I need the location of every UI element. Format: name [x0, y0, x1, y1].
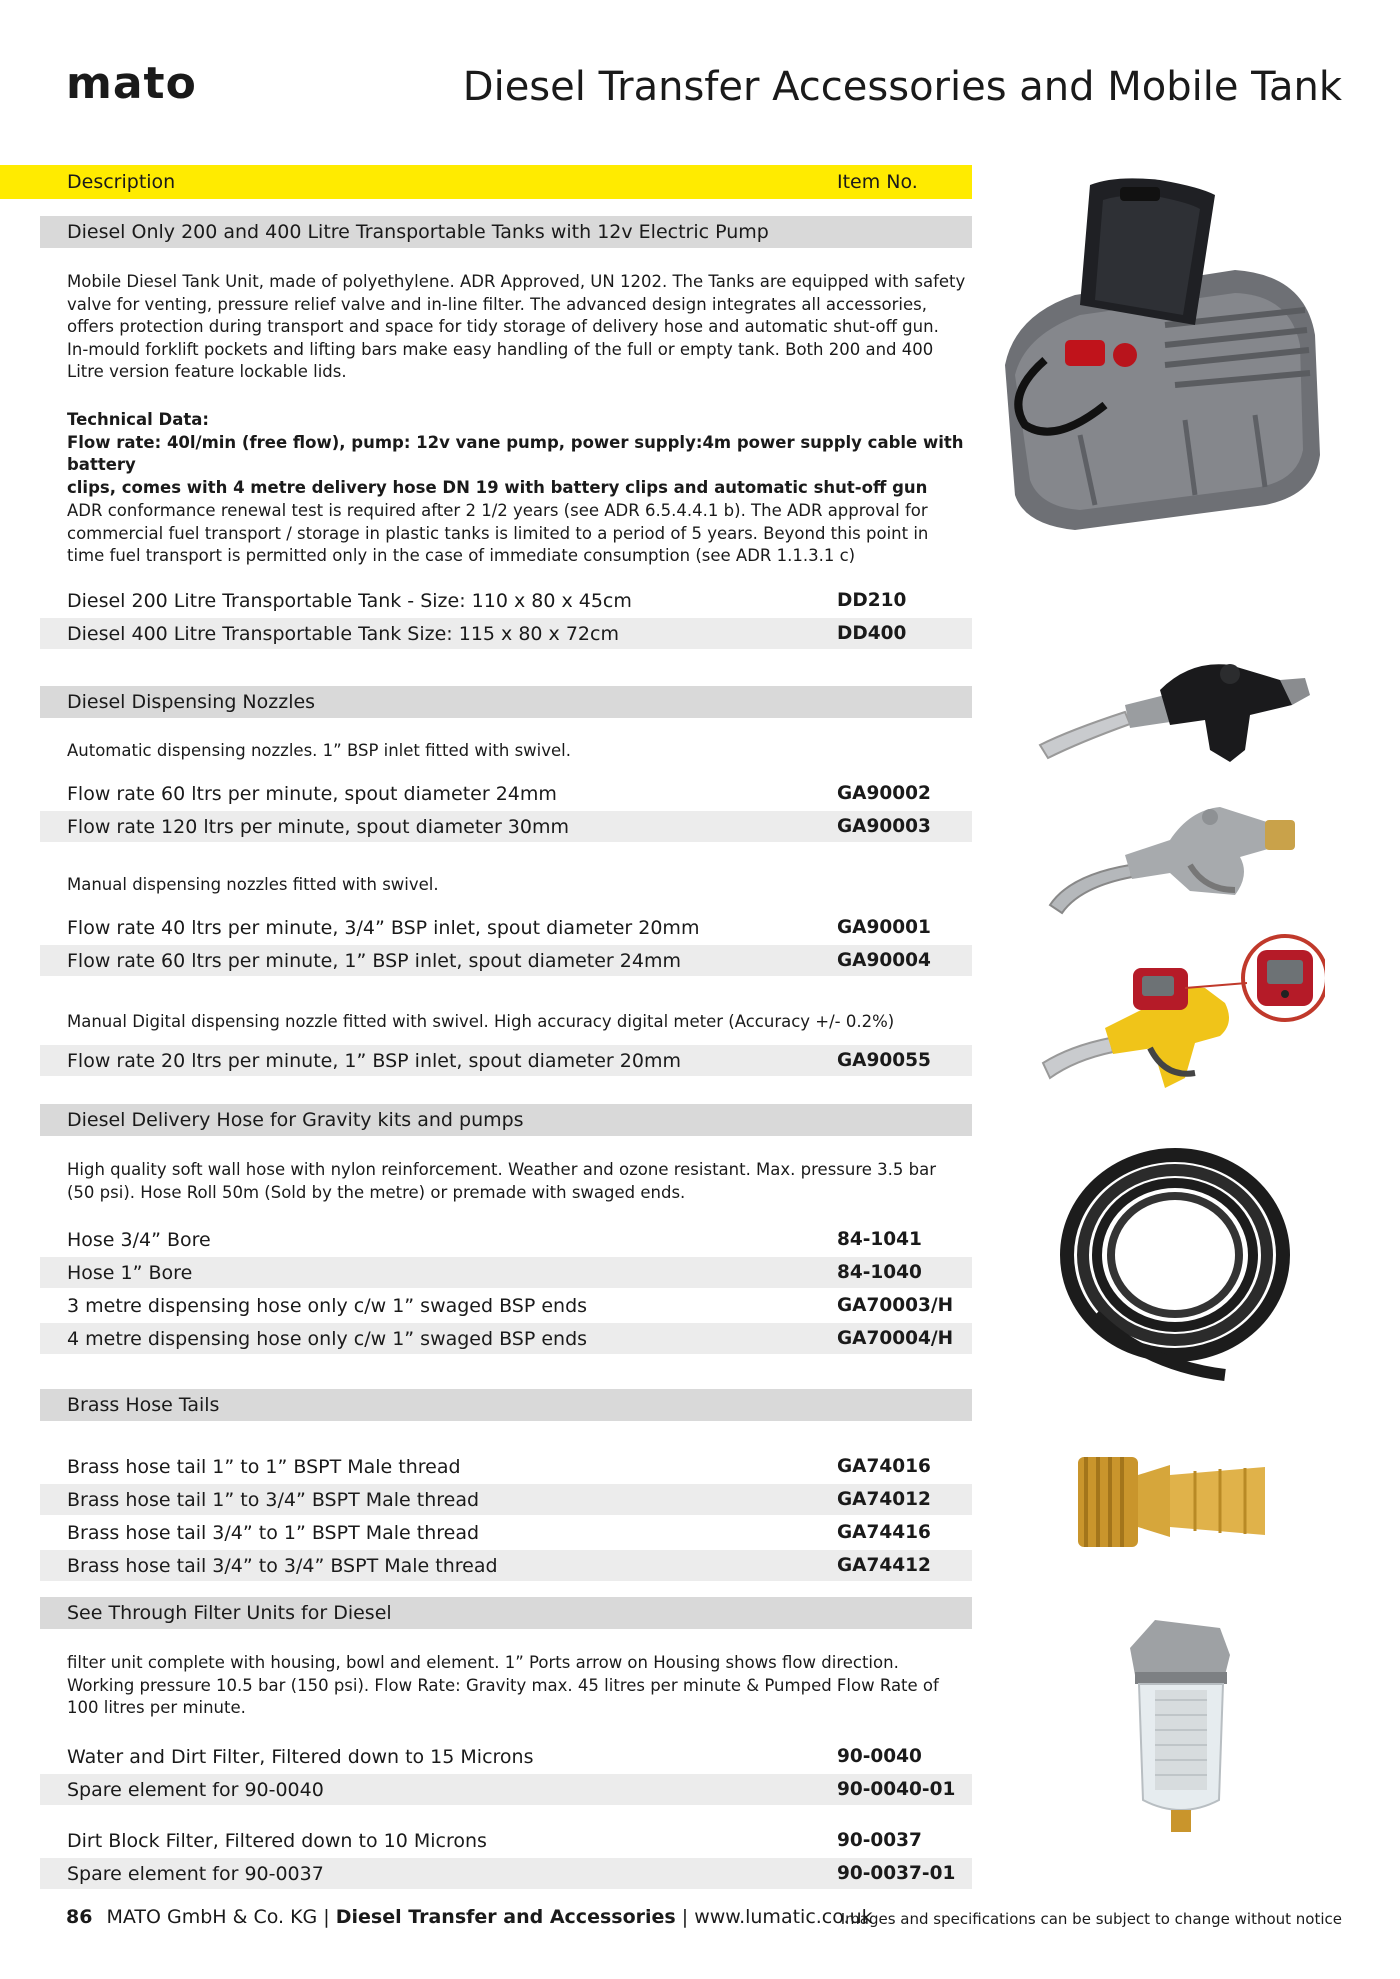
- filter-description: [67, 1652, 972, 1720]
- section-header-tanks: [40, 216, 972, 248]
- row-description: Flow rate 60 ltrs per minute, spout diameter 24mm: [67, 783, 557, 805]
- row-description: Diesel 400 Litre Transportable Tank Size: 115 x 80 x 72cm: [67, 623, 619, 645]
- row-description: Flow rate 20 ltrs per minute, 1” BSP inlet, spout diameter 20mm: [67, 1050, 681, 1072]
- row-item-no: 84-1041: [837, 1229, 922, 1250]
- automatic-nozzle-intro: Automatic dispensing nozzles. 1” BSP inlet fitted with swivel.: [67, 741, 572, 760]
- row-item-no: GA90001: [837, 917, 931, 938]
- table-row: [40, 1825, 972, 1856]
- text-line: Flow rate: 40l/min (free flow), pump: 12v vane pump, power supply:4m power supply cable with battery: [67, 432, 964, 475]
- footer-section: Diesel Transfer and Accessories: [335, 1906, 676, 1928]
- technical-data-label: Technical Data:: [67, 410, 209, 429]
- table-row: [40, 1517, 972, 1548]
- row-description: Water and Dirt Filter, Filtered down to 15 Microns: [67, 1746, 534, 1768]
- table-header: [0, 165, 972, 199]
- row-description: Spare element for 90-0037: [67, 1863, 324, 1885]
- row-item-no: GA74016: [837, 1456, 931, 1477]
- footer: [66, 1906, 873, 1928]
- row-description: Flow rate 120 ltrs per minute, spout diameter 30mm: [67, 816, 569, 838]
- mato-logo: mato: [66, 58, 197, 109]
- row-description: Hose 3/4” Bore: [67, 1229, 211, 1251]
- row-description: Brass hose tail 1” to 3/4” BSPT Male thread: [67, 1489, 480, 1511]
- text-line: time fuel transport is permitted only in the case of immediate consumption (see ADR 1.1.3.1 c): [67, 546, 856, 566]
- text-line: filter unit complete with housing, bowl and element. 1” Ports arrow on Housing shows flow direction.: [67, 1653, 899, 1672]
- section-header-brass: [40, 1389, 972, 1421]
- row-description: Spare element for 90-0040: [67, 1779, 324, 1801]
- table-row: [40, 1774, 972, 1805]
- row-item-no: DD210: [837, 590, 907, 611]
- technical-data: [67, 409, 972, 499]
- row-item-no: 90-0040: [837, 1746, 922, 1767]
- row-item-no: DD400: [837, 623, 907, 644]
- row-description: Brass hose tail 1” to 1” BSPT Male thread: [67, 1456, 461, 1478]
- text-line: Mobile Diesel Tank Unit, made of polyethylene. ADR Approved, UN 1202. The Tanks are equipped with safety: [67, 272, 966, 291]
- text-line: Working pressure 10.5 bar (150 psi). Flow Rate: Gravity max. 45 litres per minute & Pumped Flow Rate of: [67, 1675, 939, 1695]
- item-no-column-header: Item No.: [837, 171, 918, 193]
- manual-nozzle-intro: Manual dispensing nozzles fitted with swivel.: [67, 875, 439, 894]
- table-row: [40, 1224, 972, 1255]
- table-row: [40, 585, 972, 616]
- section-title: Diesel Dispensing Nozzles: [67, 691, 316, 713]
- row-description: 3 metre dispensing hose only c/w 1” swaged BSP ends: [67, 1295, 588, 1317]
- table-row: [40, 1451, 972, 1482]
- footer-disclaimer: Images and specifications can be subject to change without notice: [840, 1910, 1342, 1928]
- text-line: offers protection during transport and space for tidy storage of delivery hose and automatic shut-off gun.: [67, 317, 939, 337]
- manual-nozzle-image: [1040, 795, 1310, 915]
- row-description: Hose 1” Bore: [67, 1262, 193, 1284]
- section-title: Diesel Delivery Hose for Gravity kits and pumps: [67, 1109, 524, 1131]
- row-item-no: GA90004: [837, 950, 931, 971]
- row-item-no: GA74416: [837, 1522, 931, 1543]
- adr-note: [67, 500, 972, 568]
- table-row: [40, 811, 972, 842]
- page-title: Diesel Transfer Accessories and Mobile Tank: [462, 64, 1342, 110]
- section-header-nozzles: [40, 686, 972, 718]
- section-header-hose: [40, 1104, 972, 1136]
- row-item-no: GA90055: [837, 1050, 931, 1071]
- table-row: [40, 1323, 972, 1354]
- section-header-filter: [40, 1597, 972, 1629]
- table-row: [40, 1045, 972, 1076]
- table-row: [40, 945, 972, 976]
- table-row: [40, 1484, 972, 1515]
- row-item-no: 90-0040-01: [837, 1779, 956, 1800]
- row-description: Dirt Block Filter, Filtered down to 10 Microns: [67, 1830, 487, 1852]
- footer-website: | www.lumatic.co.uk: [675, 1906, 873, 1928]
- row-item-no: 90-0037-01: [837, 1863, 956, 1884]
- row-description: Flow rate 40 ltrs per minute, 3/4” BSP inlet, spout diameter 20mm: [67, 917, 700, 939]
- hose-description: [67, 1159, 972, 1204]
- row-item-no: GA70004/H: [837, 1328, 954, 1349]
- text-line: clips, comes with 4 metre delivery hose DN 19 with battery clips and automatic shut-off gun: [67, 477, 928, 497]
- text-line: In-mould forklift pockets and lifting bars make easy handling of the full or empty tank. Both 200 and 400: [67, 339, 934, 359]
- footer-company: MATO GmbH & Co. KG |: [106, 1906, 336, 1928]
- table-row: [40, 778, 972, 809]
- filter-unit-image: [1125, 1620, 1235, 1840]
- table-row: [40, 1858, 972, 1889]
- table-row: [40, 1741, 972, 1772]
- tank-description: [67, 271, 972, 384]
- table-row: [40, 618, 972, 649]
- section-title: Brass Hose Tails: [67, 1394, 220, 1416]
- row-description: Brass hose tail 3/4” to 1” BSPT Male thread: [67, 1522, 480, 1544]
- text-line: 100 litres per minute.: [67, 1698, 246, 1718]
- hose-coil-image: [1055, 1135, 1295, 1385]
- table-row: [40, 1290, 972, 1321]
- table-row: [40, 912, 972, 943]
- section-title: See Through Filter Units for Diesel: [67, 1602, 392, 1624]
- automatic-nozzle-image: [1030, 650, 1320, 770]
- table-row: [40, 1550, 972, 1581]
- brass-hose-tail-image: [1070, 1435, 1275, 1565]
- row-description: Flow rate 60 ltrs per minute, 1” BSP inlet, spout diameter 24mm: [67, 950, 681, 972]
- row-item-no: 90-0037: [837, 1830, 922, 1851]
- text-line: ADR conformance renewal test is required after 2 1/2 years (see ADR 6.5.4.4.1 b). The ADR approval for: [67, 501, 928, 520]
- row-item-no: GA74412: [837, 1555, 931, 1576]
- row-item-no: GA90002: [837, 783, 931, 804]
- digital-nozzle-intro: Manual Digital dispensing nozzle fitted with swivel. High accuracy digital meter (Accuracy +/- 0.2%): [67, 1012, 895, 1031]
- digital-nozzle-image: [1035, 928, 1325, 1098]
- mobile-tank-image: [985, 175, 1330, 540]
- row-description: Diesel 200 Litre Transportable Tank - Size: 110 x 80 x 45cm: [67, 590, 632, 612]
- text-line: High quality soft wall hose with nylon reinforcement. Weather and ozone resistant. Max. pressure 3.5 bar: [67, 1160, 937, 1179]
- page-number: 86: [66, 1906, 93, 1928]
- row-description: 4 metre dispensing hose only c/w 1” swaged BSP ends: [67, 1328, 588, 1350]
- row-item-no: 84-1040: [837, 1262, 922, 1283]
- row-item-no: GA90003: [837, 816, 931, 837]
- table-row: [40, 1257, 972, 1288]
- row-item-no: GA74012: [837, 1489, 931, 1510]
- text-line: Litre version feature lockable lids.: [67, 362, 347, 382]
- description-column-header: Description: [67, 171, 176, 193]
- row-item-no: GA70003/H: [837, 1295, 954, 1316]
- text-line: valve for venting, pressure relief valve and in-line filter. The advanced design integrates all accessories,: [67, 294, 927, 314]
- text-line: (50 psi). Hose Roll 50m (Sold by the metre) or premade with swaged ends.: [67, 1182, 686, 1202]
- section-title: Diesel Only 200 and 400 Litre Transportable Tanks with 12v Electric Pump: [67, 221, 769, 243]
- text-line: commercial fuel transport / storage in plastic tanks is limited to a period of 5 years. Beyond this point in: [67, 523, 929, 543]
- row-description: Brass hose tail 3/4” to 3/4” BSPT Male thread: [67, 1555, 498, 1577]
